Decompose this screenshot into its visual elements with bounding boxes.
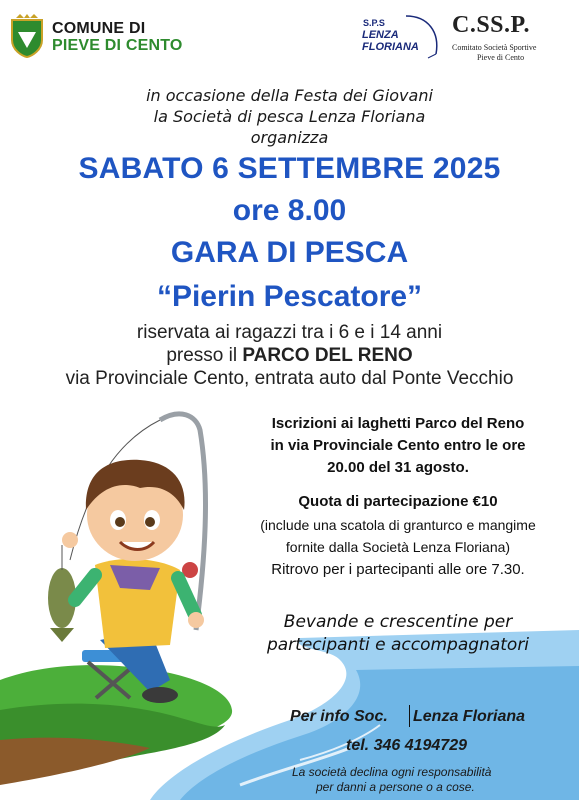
info-organization: Lenza Floriana	[413, 708, 526, 725]
intro-line3: organizza	[250, 128, 329, 147]
event-title: GARA DI PESCA	[170, 236, 409, 269]
event-place	[0, 345, 579, 367]
event-address: via Provinciale Cento, entrata auto dal Ponte Vecchio	[65, 368, 514, 389]
refreshments-line2: partecipanti e accompagnatori	[266, 635, 530, 655]
cssp-subtitle-line2: Pieve di Cento	[477, 53, 525, 62]
fee-title: Quota di partecipazione €10	[298, 493, 498, 510]
event-time: ore 8.00	[232, 194, 347, 227]
info-label: Per info Soc.	[290, 708, 388, 725]
age-range: riservata ai ragazzi tra i 6 e i 14 anni	[136, 322, 443, 343]
contact-phone[interactable]: tel. 346 4194729	[346, 737, 467, 754]
place-prefix: presso il	[166, 345, 243, 366]
disclaimer-line1: La società declina ogni responsabilità	[292, 765, 492, 779]
info-separator	[409, 705, 410, 727]
intro-line1: in occasione della Festa dei Giovani	[146, 86, 433, 105]
event-name: “Pierin Pescatore”	[156, 280, 423, 313]
registration-line2: in via Provinciale Cento entro le ore	[270, 437, 526, 454]
sps-floriana: FLORIANA	[362, 41, 419, 53]
cssp-logo-title: C.SS.P.	[452, 12, 530, 38]
refreshments-line1: Bevande e crescentine per	[283, 612, 513, 632]
registration-line3: 20.00 del 31 agosto.	[327, 459, 469, 476]
sps-lenza: LENZA	[362, 29, 399, 41]
fee-description-line2: fornite dalla Società Lenza Floriana)	[285, 539, 511, 555]
comune-coat-of-arms-logo	[8, 14, 46, 58]
comune-name-line1: COMUNE DI	[52, 20, 146, 37]
comune-name-line2: PIEVE DI CENTO	[52, 37, 183, 54]
event-date: SABATO 6 SETTEMBRE 2025	[78, 152, 501, 185]
disclaimer-line2: per danni a persone o a cose.	[316, 780, 475, 794]
sps-label: S.P.S	[363, 18, 385, 28]
place-name: PARCO DEL RENO	[242, 345, 413, 366]
cssp-subtitle-line1: Comitato Società Sportive	[452, 43, 537, 52]
meeting-time: Ritrovo per i partecipanti alle ore 7.30.	[271, 561, 525, 578]
intro-line2: la Società di pesca Lenza Floriana	[153, 107, 426, 126]
registration-line1: Iscrizioni ai laghetti Parco del Reno	[271, 415, 525, 432]
fee-description-line1: (include una scatola di granturco e mangime	[260, 517, 536, 533]
